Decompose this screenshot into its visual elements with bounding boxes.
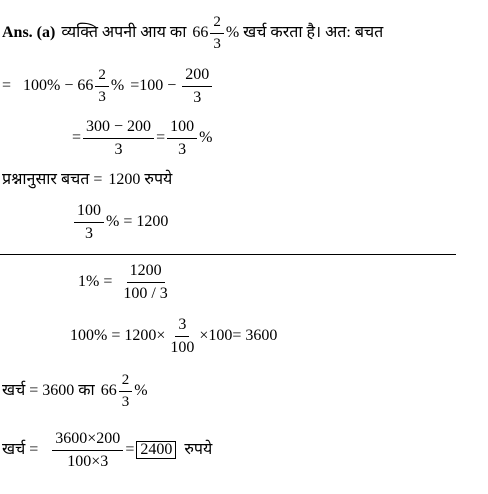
- answer-label: Ans. (a): [2, 24, 56, 41]
- line7-fraction: [167, 316, 197, 356]
- line2-percent: %: [110, 77, 125, 95]
- line1-mixed-fraction: [192, 14, 226, 52]
- line-6: [78, 262, 173, 302]
- final-answer-box: 2400: [136, 441, 176, 459]
- line2-hundred-percent: 100%: [23, 77, 61, 95]
- line2-numerator-2: 200: [182, 66, 212, 87]
- line2-fraction-2: [182, 66, 212, 106]
- line9-numerator: 3600×200: [52, 430, 123, 451]
- line7-lhs: 100% = 1200×: [70, 327, 166, 345]
- line2-mixed-fraction: [77, 67, 111, 105]
- line5-fraction: [74, 202, 104, 242]
- line9-lhs: खर्च =: [2, 441, 39, 459]
- line4-value: 1200 रुपये: [108, 171, 173, 188]
- line3-fraction-2: [167, 118, 197, 158]
- line1-text-a: व्यक्ति अपनी आय का: [61, 24, 187, 41]
- line2-numerator: 2: [95, 67, 109, 87]
- line3-numerator-2: 100: [167, 118, 197, 139]
- line3-fraction: [83, 118, 154, 158]
- line3-numerator: 300 − 200: [83, 118, 154, 139]
- line5-numerator: 100: [74, 202, 104, 223]
- line-5: [72, 202, 168, 242]
- divider-rule: [0, 254, 456, 255]
- line2-whole: 66: [77, 77, 94, 95]
- line2-denominator: 3: [98, 88, 106, 105]
- line7-numerator: 3: [175, 316, 189, 337]
- line6-denominator: 100 / 3: [123, 284, 168, 302]
- line3-percent: %: [199, 129, 213, 147]
- line-8: [2, 372, 148, 410]
- line-3: [72, 118, 212, 158]
- line1-text-b: % खर्च करता है। अत: बचत: [225, 24, 384, 41]
- line-9: [2, 430, 212, 470]
- line3-equals: =: [72, 129, 82, 147]
- line6-fraction: [120, 262, 170, 302]
- line6-numerator: 1200: [127, 262, 165, 283]
- line2-minus: −: [64, 77, 74, 95]
- line2-equals: =: [2, 77, 12, 95]
- line8-percent: %: [134, 382, 148, 399]
- line8-denominator: 3: [121, 393, 130, 410]
- line1-denominator: 3: [213, 35, 221, 52]
- line-4: [2, 172, 172, 188]
- line6-lhs: 1% =: [78, 273, 113, 291]
- line1-whole: 66: [192, 24, 209, 41]
- line4-text: प्रश्नानुसार बचत =: [2, 171, 103, 188]
- line2-minus-2: −: [167, 77, 177, 95]
- line7-denominator: 100: [170, 338, 195, 356]
- line8-fraction: [119, 372, 133, 410]
- line2-equals-100: =100: [130, 77, 164, 95]
- line9-equals: =: [125, 441, 135, 459]
- line-1: [2, 14, 383, 52]
- line8-lhs: खर्च = 3600 का: [2, 382, 95, 399]
- line9-denominator: 100×3: [67, 452, 109, 470]
- line-7: [70, 316, 277, 356]
- line2-denominator-2: 3: [193, 88, 202, 106]
- line3-equals-2: =: [156, 129, 166, 147]
- line3-denominator: 3: [114, 140, 123, 158]
- line8-mixed-fraction: [101, 372, 135, 410]
- line5-rest: % = 1200: [106, 213, 169, 231]
- line5-denominator: 3: [85, 224, 93, 242]
- line9-unit: रुपये: [184, 441, 213, 459]
- line8-numerator: 2: [119, 372, 133, 392]
- line-2: [2, 66, 214, 106]
- line3-denominator-2: 3: [178, 140, 187, 158]
- line1-fraction: [210, 14, 224, 52]
- line1-numerator: 2: [210, 14, 224, 34]
- line7-rhs: ×100= 3600: [199, 327, 278, 345]
- line8-whole: 66: [100, 382, 117, 399]
- line2-fraction: [95, 67, 109, 105]
- line9-fraction: [52, 430, 123, 470]
